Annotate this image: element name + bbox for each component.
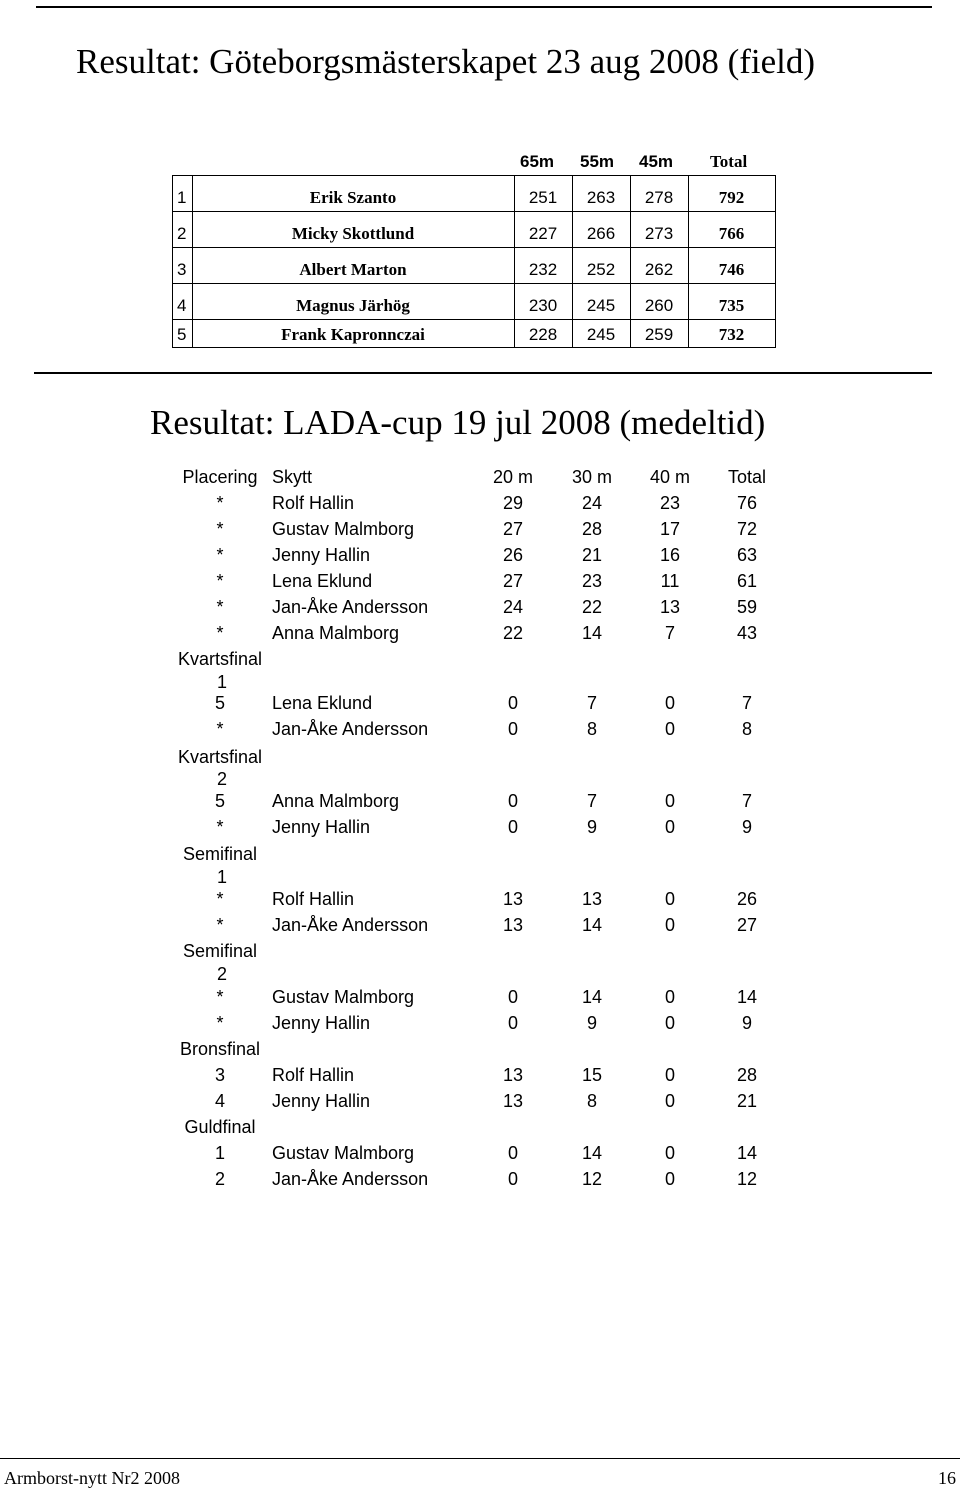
page-title-lada-cup: Resultat: LADA-cup 19 jul 2008 (medeltid) xyxy=(150,403,766,442)
table1-header-total: Total xyxy=(710,152,748,171)
cell-name: Jan-Åke Andersson xyxy=(272,1169,429,1189)
table2-header-row xyxy=(0,466,960,492)
cell-30m: 21 xyxy=(581,545,603,565)
cell-30m: 14 xyxy=(581,987,603,1007)
cell-30m: 15 xyxy=(581,1065,603,1085)
table1-header-55m: 55m xyxy=(580,152,615,171)
cell-total: 9 xyxy=(741,1013,752,1033)
table1-rank: 5 xyxy=(177,325,187,344)
cell-30m: 22 xyxy=(581,597,603,617)
cell-name: Gustav Malmborg xyxy=(272,1143,415,1163)
section-label: Bronsfinal xyxy=(179,1039,261,1059)
cell-20m: 0 xyxy=(507,817,518,837)
cell-place: * xyxy=(216,915,224,935)
table-row xyxy=(0,692,960,718)
table1-total: 792 xyxy=(718,188,745,207)
cell-20m: 0 xyxy=(507,1013,518,1033)
cell-20m: 0 xyxy=(507,987,518,1007)
cell-total: 14 xyxy=(736,1143,758,1163)
table1-65m: 232 xyxy=(528,260,558,279)
table1-name: Albert Marton xyxy=(299,260,407,279)
table1-header-65m: 65m xyxy=(520,152,555,171)
table1-55m: 266 xyxy=(586,224,616,243)
page-title-goteborg: Resultat: Göteborgsmästerskapet 23 aug 2008 (field) xyxy=(76,42,816,81)
cell-30m: 14 xyxy=(581,623,603,643)
cell-40m: 0 xyxy=(664,987,675,1007)
cell-place: * xyxy=(216,519,224,539)
section-label-number: 2 xyxy=(216,769,227,789)
section-label: Semifinal xyxy=(182,941,258,961)
cell-name: Jan-Åke Andersson xyxy=(272,915,429,935)
section-label-number: 1 xyxy=(216,867,227,887)
cell-total: 26 xyxy=(736,889,758,909)
table-row xyxy=(0,518,960,544)
section-label: Semifinal xyxy=(182,844,258,864)
cell-20m: 13 xyxy=(502,889,524,909)
cell-30m: 12 xyxy=(581,1169,603,1189)
cell-place: 4 xyxy=(214,1091,225,1111)
table-row xyxy=(0,492,960,518)
cell-total: 43 xyxy=(736,623,758,643)
cell-place: 2 xyxy=(214,1169,225,1189)
cell-place: * xyxy=(216,623,224,643)
cell-place: 3 xyxy=(214,1065,225,1085)
cell-total: 9 xyxy=(741,817,752,837)
table1-total: 735 xyxy=(718,296,745,315)
cell-total: 59 xyxy=(736,597,758,617)
cell-place: 5 xyxy=(214,791,225,811)
cell-place: * xyxy=(216,545,224,565)
cell-20m: 0 xyxy=(507,1143,518,1163)
table-row xyxy=(0,596,960,622)
table1-45m: 259 xyxy=(644,325,674,344)
table1-65m: 227 xyxy=(528,224,558,243)
cell-30m: 24 xyxy=(581,493,603,513)
cell-20m: 22 xyxy=(502,623,524,643)
section-divider xyxy=(34,372,932,374)
cell-name: Gustav Malmborg xyxy=(272,987,415,1007)
table1-45m: 278 xyxy=(644,188,674,207)
cell-40m: 0 xyxy=(664,1143,675,1163)
cell-place: * xyxy=(216,597,224,617)
cell-name: Gustav Malmborg xyxy=(272,519,415,539)
table-row xyxy=(0,570,960,596)
table1-name: Micky Skottlund xyxy=(291,224,415,243)
cell-40m: 0 xyxy=(664,791,675,811)
cell-40m: 16 xyxy=(659,545,681,565)
table1-header-45m: 45m xyxy=(639,152,674,171)
section-label-number: 1 xyxy=(216,672,227,692)
table1-total: 732 xyxy=(718,325,745,344)
cell-20m: 0 xyxy=(507,1169,518,1189)
table1-name: Erik Szanto xyxy=(309,188,397,207)
cell-40m: 0 xyxy=(664,1065,675,1085)
section-label-number: 2 xyxy=(216,964,227,984)
table-row xyxy=(0,816,960,842)
cell-total: 63 xyxy=(736,545,758,565)
cell-name: Jenny Hallin xyxy=(272,817,371,837)
cell-20m: 13 xyxy=(502,915,524,935)
table1-45m: 262 xyxy=(644,260,674,279)
cell-20m: 27 xyxy=(502,571,524,591)
cell-30m: 14 xyxy=(581,915,603,935)
table1-55m: 245 xyxy=(586,325,616,344)
cell-name: Jan-Åke Andersson xyxy=(272,719,429,739)
cell-20m: 0 xyxy=(507,791,518,811)
table1-name: Frank Kapronnczai xyxy=(281,325,425,344)
cell-place: 5 xyxy=(214,693,225,713)
cell-40m: 7 xyxy=(664,623,675,643)
cell-name: Lena Eklund xyxy=(272,571,373,591)
cell-30m: 8 xyxy=(586,719,597,739)
table-row xyxy=(0,1012,960,1038)
cell-name: Jenny Hallin xyxy=(272,545,371,565)
cell-place: * xyxy=(216,1013,224,1033)
cell-place: * xyxy=(216,493,224,513)
header-total: Total xyxy=(727,467,767,487)
table1-total: 766 xyxy=(718,224,745,243)
section-label: Kvartsfinal xyxy=(177,649,263,669)
table1-rank: 4 xyxy=(177,296,187,315)
cell-name: Anna Malmborg xyxy=(272,791,400,811)
cell-20m: 27 xyxy=(502,519,524,539)
cell-place: 1 xyxy=(214,1143,225,1163)
cell-name: Rolf Hallin xyxy=(272,889,355,909)
table1-55m: 263 xyxy=(586,188,616,207)
cell-total: 7 xyxy=(741,791,752,811)
cell-40m: 11 xyxy=(660,571,680,591)
table-row xyxy=(0,790,960,816)
cell-20m: 26 xyxy=(502,545,524,565)
footer-publication: Armborst-nytt Nr2 2008 xyxy=(4,1468,180,1488)
cell-name: Rolf Hallin xyxy=(272,1065,355,1085)
cell-40m: 0 xyxy=(664,693,675,713)
cell-name: Lena Eklund xyxy=(272,693,373,713)
table-row xyxy=(0,1142,960,1168)
cell-40m: 13 xyxy=(659,597,681,617)
header-30m: 30 m xyxy=(571,467,613,487)
cell-30m: 23 xyxy=(581,571,603,591)
table1-65m: 228 xyxy=(528,325,558,344)
cell-total: 72 xyxy=(736,519,758,539)
cell-total: 61 xyxy=(736,571,758,591)
cell-40m: 23 xyxy=(659,493,681,513)
cell-20m: 24 xyxy=(502,597,524,617)
table-row xyxy=(0,622,960,648)
table1-65m: 230 xyxy=(528,296,558,315)
cell-20m: 13 xyxy=(502,1065,524,1085)
table1-total: 746 xyxy=(718,260,745,279)
cell-name: Anna Malmborg xyxy=(272,623,400,643)
cell-40m: 17 xyxy=(659,519,681,539)
cell-30m: 7 xyxy=(586,791,597,811)
cell-place: * xyxy=(216,987,224,1007)
section-label: Kvartsfinal xyxy=(177,747,263,767)
table1-rank: 3 xyxy=(177,260,187,279)
section-label: Guldfinal xyxy=(184,1117,256,1137)
cell-place: * xyxy=(216,719,224,739)
table1-45m: 273 xyxy=(644,224,674,243)
cell-total: 28 xyxy=(736,1065,758,1085)
table-row xyxy=(0,718,960,744)
cell-name: Jenny Hallin xyxy=(272,1091,371,1111)
cell-total: 21 xyxy=(736,1091,758,1111)
cell-30m: 28 xyxy=(581,519,603,539)
cell-total: 12 xyxy=(736,1169,758,1189)
table-row xyxy=(0,1064,960,1090)
header-placering: Placering xyxy=(182,467,258,487)
cell-40m: 0 xyxy=(664,915,675,935)
table1-45m: 260 xyxy=(644,296,674,315)
cell-total: 76 xyxy=(736,493,758,513)
header-40m: 40 m xyxy=(649,467,691,487)
cell-40m: 0 xyxy=(664,1169,675,1189)
cell-20m: 29 xyxy=(502,493,524,513)
cell-place: * xyxy=(216,571,224,591)
cell-40m: 0 xyxy=(664,1091,675,1111)
table-row xyxy=(0,544,960,570)
top-rule xyxy=(36,6,932,8)
table-row xyxy=(0,888,960,914)
cell-40m: 0 xyxy=(664,1013,675,1033)
table1-65m: 251 xyxy=(528,188,558,207)
cell-20m: 0 xyxy=(507,719,518,739)
header-20m: 20 m xyxy=(492,467,534,487)
table-row xyxy=(0,1090,960,1116)
cell-total: 14 xyxy=(736,987,758,1007)
table1-name: Magnus Järhög xyxy=(296,296,410,315)
cell-20m: 13 xyxy=(502,1091,524,1111)
cell-30m: 9 xyxy=(586,817,597,837)
cell-name: Rolf Hallin xyxy=(272,493,355,513)
table-row xyxy=(0,1168,960,1194)
cell-20m: 0 xyxy=(507,693,518,713)
cell-total: 8 xyxy=(741,719,752,739)
cell-name: Jan-Åke Andersson xyxy=(272,597,429,617)
cell-total: 27 xyxy=(736,915,758,935)
footer-rule xyxy=(0,1458,960,1459)
table1-55m: 252 xyxy=(586,260,616,279)
table-row xyxy=(0,986,960,1012)
table-row xyxy=(0,914,960,940)
cell-30m: 9 xyxy=(586,1013,597,1033)
cell-40m: 0 xyxy=(664,889,675,909)
cell-40m: 0 xyxy=(664,719,675,739)
cell-total: 7 xyxy=(741,693,752,713)
cell-30m: 8 xyxy=(586,1091,597,1111)
cell-30m: 13 xyxy=(581,889,603,909)
cell-place: * xyxy=(216,889,224,909)
table1-rank: 2 xyxy=(177,224,187,243)
cell-30m: 7 xyxy=(586,693,597,713)
table1-55m: 245 xyxy=(586,296,616,315)
cell-40m: 0 xyxy=(664,817,675,837)
table1-rank: 1 xyxy=(177,188,187,207)
cell-place: * xyxy=(216,817,224,837)
cell-name: Jenny Hallin xyxy=(272,1013,371,1033)
header-skytt: Skytt xyxy=(272,467,313,487)
page-number: 16 xyxy=(938,1468,956,1488)
cell-30m: 14 xyxy=(581,1143,603,1163)
